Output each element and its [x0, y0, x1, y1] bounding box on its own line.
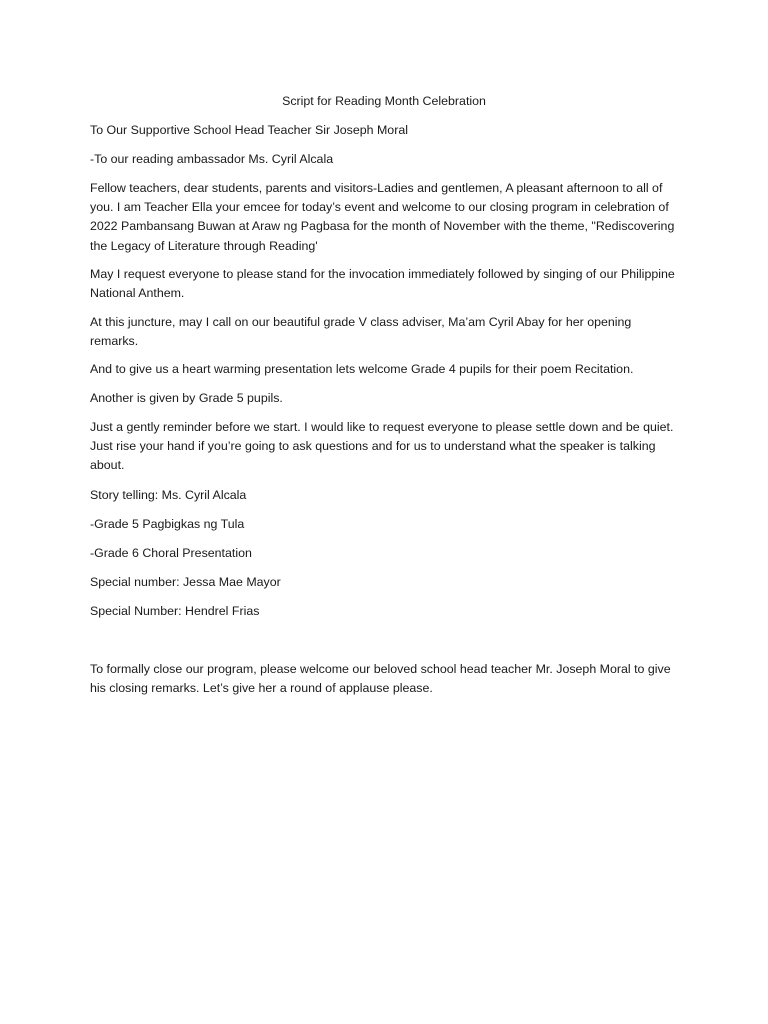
program-item-special-number-1: Special number: Jessa Mae Mayor	[90, 575, 281, 589]
reminder-paragraph: Just a gently reminder before we start. I would like to request everyone to please settle down and be quiet. Just rise your hand if you’re going to ask questions and for us to understand what the speaker is talking about.	[90, 420, 674, 473]
program-item-story-telling: Story telling: Ms. Cyril Alcala	[90, 488, 247, 502]
greeting-reading-ambassador: -To our reading ambassador Ms. Cyril Alcala	[90, 152, 334, 166]
grade4-presentation-paragraph: And to give us a heart warming presentation lets welcome Grade 4 pupils for their poem Recitation.	[90, 362, 634, 376]
program-item-grade6-choral: -Grade 6 Choral Presentation	[90, 546, 252, 560]
closing-paragraph: To formally close our program, please welcome our beloved school head teacher Mr. Joseph Moral to give his closing remarks. Let’s give her a round of applause please.	[90, 662, 671, 696]
document-title: Script for Reading Month Celebration	[282, 94, 486, 108]
program-item-grade5-tula: -Grade 5 Pagbigkas ng Tula	[90, 517, 245, 531]
opening-welcome-paragraph: Fellow teachers, dear students, parents and visitors-Ladies and gentlemen, A pleasant afternoon to all of you. I am Teacher Ella your emcee for today’s event and welcome to our closing program in celebration of 2022 Pambansang Buwan at Araw ng Pagbasa for the month of November with the theme, "Rediscovering the Legacy of Literature through Reading'	[90, 181, 675, 253]
greeting-school-head: To Our Supportive School Head Teacher Sir Joseph Moral	[90, 123, 408, 137]
invocation-paragraph: May I request everyone to please stand for the invocation immediately followed by singing of our Philippine National Anthem.	[90, 267, 675, 301]
grade5-presentation-paragraph: Another is given by Grade 5 pupils.	[90, 391, 283, 405]
program-item-special-number-2: Special Number: Hendrel Frias	[90, 604, 260, 618]
opening-remarks-paragraph: At this juncture, may I call on our beautiful grade V class adviser, Ma’am Cyril Abay for her opening remarks.	[90, 315, 632, 349]
